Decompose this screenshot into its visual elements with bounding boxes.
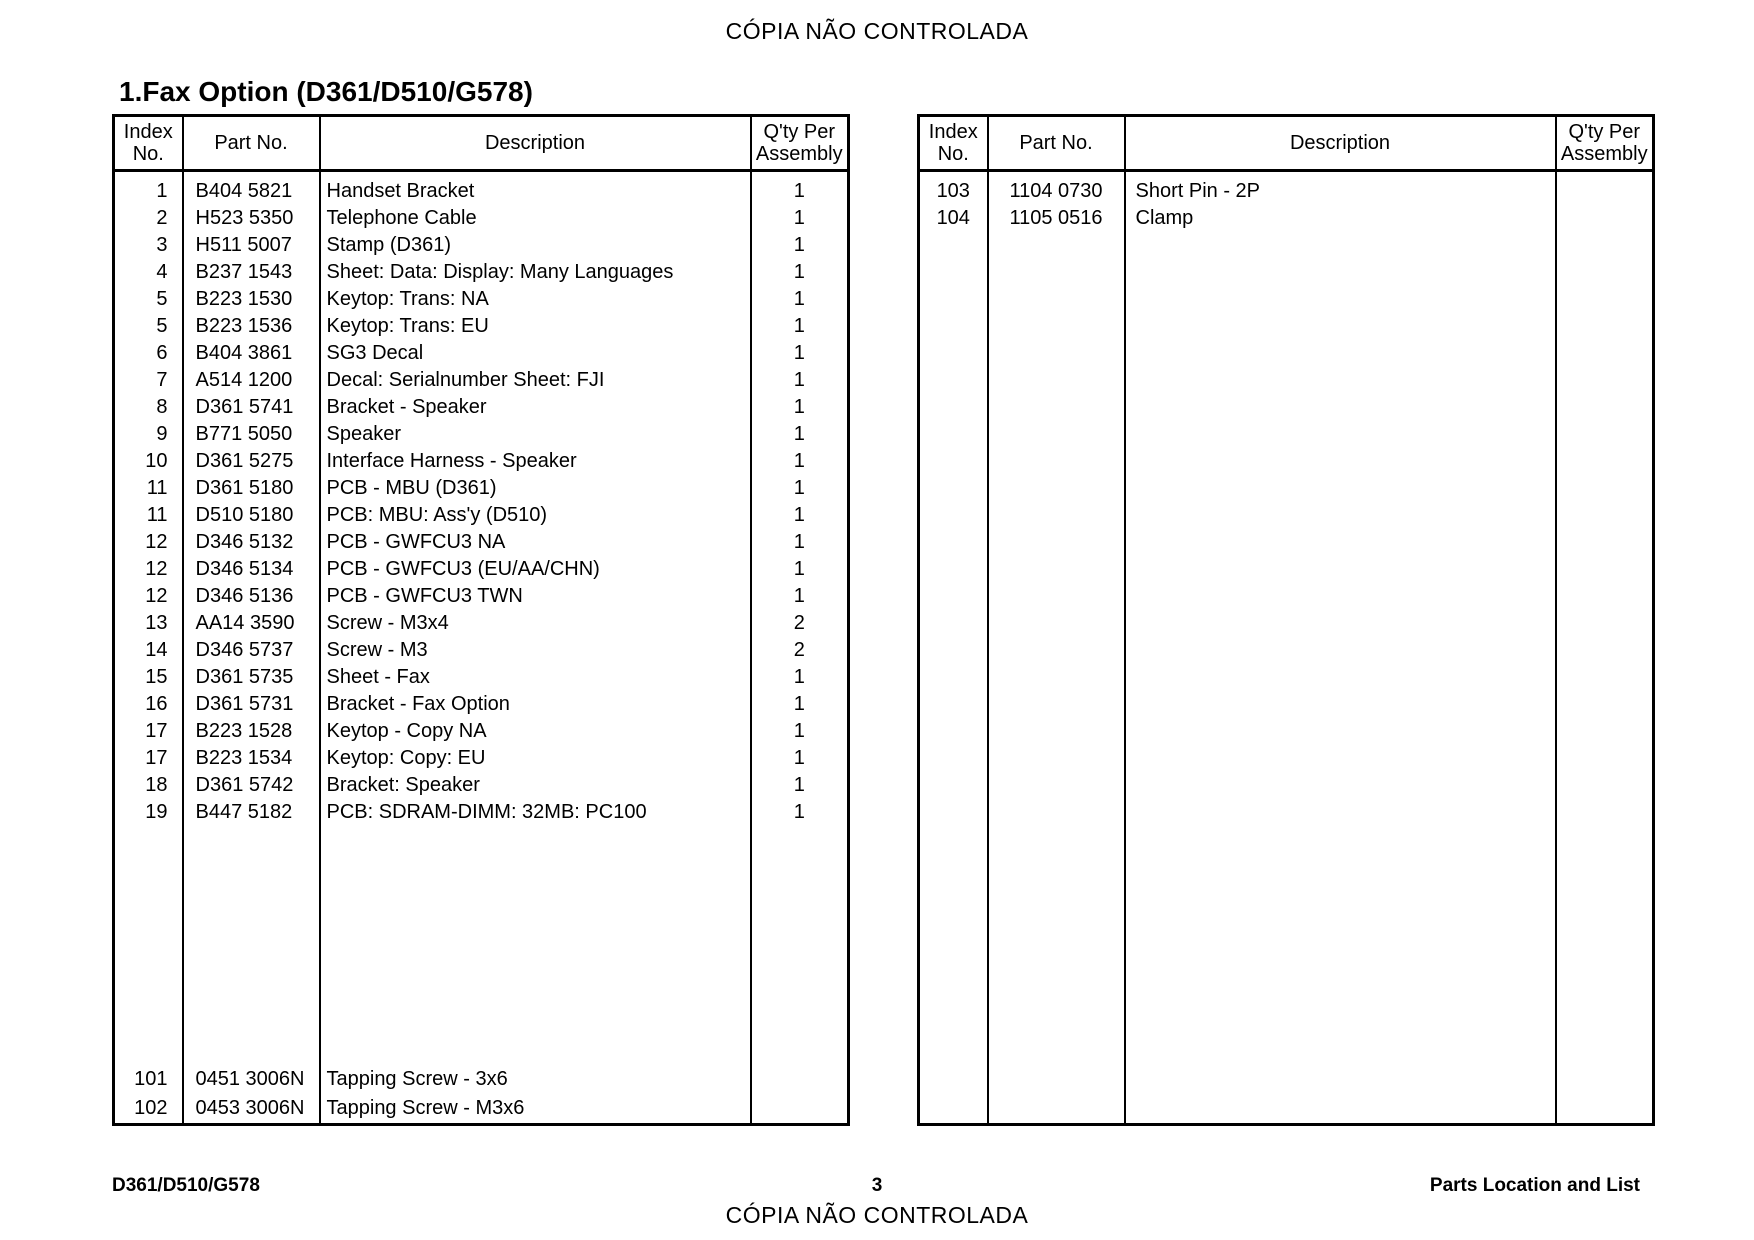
cell-description	[1125, 583, 1556, 610]
table-row	[919, 799, 1654, 826]
cell-part-no: D346 5136	[183, 583, 320, 610]
cell-part-no: B223 1534	[183, 745, 320, 772]
cell-index	[919, 799, 988, 826]
cell-index	[919, 718, 988, 745]
header-index	[919, 116, 988, 171]
cell-index: 12	[145, 531, 168, 553]
table-header-row	[919, 116, 1654, 171]
cell-index	[919, 421, 988, 448]
parts-table-left	[112, 114, 850, 1126]
empty-cell	[1556, 826, 1654, 1066]
table-row	[114, 637, 849, 664]
cell-index	[919, 1093, 988, 1125]
cell-index	[919, 475, 988, 502]
cell-description	[1125, 313, 1556, 340]
cell-description: Keytop: Copy: EU	[320, 745, 751, 772]
cell-part-no: AA14 3590	[183, 610, 320, 637]
cell-description	[1125, 691, 1556, 718]
cell-index: 12	[145, 558, 168, 580]
cell-qty	[1556, 799, 1654, 826]
parts-table-right	[917, 114, 1655, 1126]
cell-index: 103	[936, 180, 970, 202]
cell-qty	[1556, 421, 1654, 448]
cell-qty	[1556, 340, 1654, 367]
cell-index: 16	[145, 693, 168, 715]
cell-part-no	[988, 529, 1125, 556]
cell-description: Bracket: Speaker	[320, 772, 751, 799]
table-row	[114, 313, 849, 340]
table-row	[919, 286, 1654, 313]
cell-qty	[1556, 313, 1654, 340]
cell-description: Tapping Screw - 3x6	[320, 1066, 751, 1093]
cell-index	[919, 232, 988, 259]
table-row	[114, 205, 849, 232]
cell-qty	[1556, 286, 1654, 313]
table-row	[919, 232, 1654, 259]
cell-part-no: B404 5821	[183, 171, 320, 206]
table-row	[919, 340, 1654, 367]
table-row	[114, 232, 849, 259]
cell-index: 5	[156, 288, 168, 310]
cell-part-no	[988, 799, 1125, 826]
table-row	[114, 394, 849, 421]
cell-description: Sheet: Data: Display: Many Languages	[320, 259, 751, 286]
cell-index: 8	[156, 396, 168, 418]
cell-part-no: D510 5180	[183, 502, 320, 529]
cell-description: Sheet - Fax	[320, 664, 751, 691]
cell-part-no	[988, 313, 1125, 340]
table-row	[919, 556, 1654, 583]
table-row	[114, 718, 849, 745]
cell-qty: 1	[751, 171, 849, 206]
cell-index: 7	[156, 369, 168, 391]
cell-qty	[1556, 171, 1654, 206]
cell-description: PCB - GWFCU3 NA	[320, 529, 751, 556]
header-part: Part No.	[183, 116, 320, 171]
cell-part-no: D361 5742	[183, 772, 320, 799]
cell-part-no: D361 5735	[183, 664, 320, 691]
table-row	[114, 340, 849, 367]
table-row	[919, 313, 1654, 340]
cell-description: PCB - GWFCU3 TWN	[320, 583, 751, 610]
header-index	[114, 116, 183, 171]
table-row	[114, 475, 849, 502]
table-row	[919, 610, 1654, 637]
cell-description: Screw - M3	[320, 637, 751, 664]
empty-cell	[183, 826, 320, 1066]
cell-qty	[1556, 529, 1654, 556]
footer-section: Parts Location and List	[1429, 1175, 1640, 1196]
cell-part-no	[988, 718, 1125, 745]
table-row	[919, 718, 1654, 745]
empty-cell	[919, 826, 988, 1066]
table-row	[114, 664, 849, 691]
cell-part-no: D361 5275	[183, 448, 320, 475]
cell-description	[1125, 772, 1556, 799]
cell-index: 19	[145, 801, 168, 823]
cell-qty	[1556, 448, 1654, 475]
watermark-bottom: CÓPIA NÃO CONTROLADA	[725, 1202, 1029, 1228]
cell-index: 102	[134, 1096, 168, 1119]
cell-index	[919, 313, 988, 340]
table-row	[114, 367, 849, 394]
cell-part-no: D361 5741	[183, 394, 320, 421]
cell-qty: 1	[751, 232, 849, 259]
cell-qty: 1	[751, 529, 849, 556]
empty-cell	[988, 826, 1125, 1066]
cell-index	[919, 691, 988, 718]
cell-index: 2	[156, 207, 168, 229]
cell-description	[1125, 421, 1556, 448]
table-row	[114, 772, 849, 799]
cell-part-no: B223 1536	[183, 313, 320, 340]
cell-index: 15	[145, 666, 168, 688]
table-row	[114, 286, 849, 313]
cell-qty	[1556, 1066, 1654, 1093]
cell-qty	[1556, 745, 1654, 772]
cell-qty: 1	[751, 205, 849, 232]
cell-index: 13	[145, 612, 168, 634]
cell-part-no: D346 5737	[183, 637, 320, 664]
cell-part-no: D346 5132	[183, 529, 320, 556]
table-row	[919, 394, 1654, 421]
cell-index: 17	[145, 720, 168, 742]
cell-part-no: B237 1543	[183, 259, 320, 286]
cell-index	[919, 286, 988, 313]
cell-description: PCB - MBU (D361)	[320, 475, 751, 502]
cell-description	[1125, 718, 1556, 745]
cell-qty	[1556, 475, 1654, 502]
table-row	[114, 691, 849, 718]
header-qty	[751, 116, 849, 171]
cell-part-no	[988, 691, 1125, 718]
cell-part-no: B223 1528	[183, 718, 320, 745]
cell-index: 10	[145, 450, 168, 472]
cell-index	[919, 394, 988, 421]
cell-index: 11	[146, 504, 168, 526]
cell-description: Keytop: Trans: NA	[320, 286, 751, 313]
cell-part-no: H511 5007	[183, 232, 320, 259]
cell-part-no: B223 1530	[183, 286, 320, 313]
cell-qty	[1556, 502, 1654, 529]
cell-description: PCB: SDRAM-DIMM: 32MB: PC100	[320, 799, 751, 826]
header-index-line1: Index	[123, 121, 173, 143]
cell-index	[919, 340, 988, 367]
cell-qty	[1556, 772, 1654, 799]
cell-part-no	[988, 421, 1125, 448]
cell-description	[1125, 556, 1556, 583]
cell-part-no	[988, 772, 1125, 799]
cell-description	[1125, 394, 1556, 421]
cell-qty	[1556, 1093, 1654, 1125]
cell-qty	[1556, 556, 1654, 583]
header-qty-line1: Q'ty Per	[763, 121, 836, 143]
cell-description	[1125, 475, 1556, 502]
cell-qty: 1	[751, 556, 849, 583]
cell-qty: 1	[751, 502, 849, 529]
table-row	[114, 745, 849, 772]
table-row	[114, 502, 849, 529]
table-row	[114, 610, 849, 637]
cell-description: Telephone Cable	[320, 205, 751, 232]
cell-description: Interface Harness - Speaker	[320, 448, 751, 475]
cell-index: 9	[156, 423, 168, 445]
cell-qty: 2	[751, 610, 849, 637]
header-index-line2: No.	[132, 143, 164, 165]
cell-index	[919, 583, 988, 610]
cell-part-no	[988, 610, 1125, 637]
table-row	[114, 448, 849, 475]
header-index-line1: Index	[928, 121, 978, 143]
table-row	[114, 1093, 849, 1125]
cell-qty: 1	[751, 286, 849, 313]
table-row	[919, 637, 1654, 664]
cell-qty: 1	[751, 340, 849, 367]
table-row	[919, 205, 1654, 232]
cell-description	[1125, 745, 1556, 772]
table-row	[919, 1093, 1654, 1125]
cell-qty: 1	[751, 313, 849, 340]
empty-cell	[320, 826, 751, 1066]
section-title: 1.Fax Option (D361/D510/G578)	[119, 76, 533, 107]
table-row	[919, 448, 1654, 475]
table-row	[919, 745, 1654, 772]
cell-index	[919, 529, 988, 556]
table-row	[114, 556, 849, 583]
header-description: Description	[1125, 116, 1556, 171]
cell-description	[1125, 637, 1556, 664]
table-row	[114, 1066, 849, 1093]
cell-part-no	[988, 745, 1125, 772]
cell-part-no: A514 1200	[183, 367, 320, 394]
footer-page-number: 3	[871, 1175, 883, 1196]
table-row	[114, 583, 849, 610]
cell-index	[919, 1066, 988, 1093]
cell-part-no	[988, 664, 1125, 691]
table-row	[919, 259, 1654, 286]
table-spacer-row	[919, 826, 1654, 1066]
table-row	[919, 421, 1654, 448]
cell-description	[1125, 610, 1556, 637]
cell-index: 12	[145, 585, 168, 607]
cell-qty: 1	[751, 394, 849, 421]
empty-cell	[751, 826, 849, 1066]
cell-description: Speaker	[320, 421, 751, 448]
cell-qty: 1	[751, 448, 849, 475]
table-row	[919, 529, 1654, 556]
cell-index	[919, 745, 988, 772]
cell-description	[1125, 1093, 1556, 1125]
cell-qty: 1	[751, 583, 849, 610]
cell-qty	[1556, 394, 1654, 421]
cell-qty: 1	[751, 367, 849, 394]
cell-description: Bracket - Speaker	[320, 394, 751, 421]
table-spacer-row	[114, 826, 849, 1066]
cell-description: Stamp (D361)	[320, 232, 751, 259]
header-part: Part No.	[988, 116, 1125, 171]
table-row	[919, 171, 1654, 206]
cell-description	[1125, 286, 1556, 313]
cell-index: 101	[134, 1068, 168, 1090]
cell-qty	[1556, 718, 1654, 745]
cell-description	[1125, 340, 1556, 367]
cell-part-no	[988, 367, 1125, 394]
cell-part-no	[988, 583, 1125, 610]
cell-index	[919, 556, 988, 583]
cell-part-no	[988, 556, 1125, 583]
cell-part-no: 1105 0516	[988, 205, 1125, 232]
table-row	[114, 529, 849, 556]
cell-part-no	[988, 448, 1125, 475]
cell-description	[1125, 367, 1556, 394]
cell-description: Screw - M3x4	[320, 610, 751, 637]
cell-part-no: D346 5134	[183, 556, 320, 583]
cell-description: Tapping Screw - M3x6	[320, 1093, 751, 1125]
header-index-line2: No.	[937, 143, 969, 165]
cell-part-no: 0453 3006N	[183, 1093, 320, 1125]
table-header-row	[114, 116, 849, 171]
cell-description: Bracket - Fax Option	[320, 691, 751, 718]
table-row	[919, 691, 1654, 718]
cell-index	[919, 502, 988, 529]
cell-qty: 1	[751, 718, 849, 745]
cell-description: Handset Bracket	[320, 171, 751, 206]
cell-qty: 1	[751, 664, 849, 691]
cell-description: PCB - GWFCU3 (EU/AA/CHN)	[320, 556, 751, 583]
cell-part-no	[988, 1093, 1125, 1125]
cell-index	[919, 610, 988, 637]
cell-index	[919, 367, 988, 394]
cell-part-no: D361 5731	[183, 691, 320, 718]
table-row	[919, 583, 1654, 610]
cell-qty	[1556, 205, 1654, 232]
cell-description: Short Pin - 2P	[1125, 171, 1556, 206]
table-row	[114, 799, 849, 826]
cell-part-no	[988, 502, 1125, 529]
cell-part-no: B404 3861	[183, 340, 320, 367]
cell-description: Keytop - Copy NA	[320, 718, 751, 745]
cell-qty	[1556, 232, 1654, 259]
cell-index	[919, 637, 988, 664]
cell-part-no: B447 5182	[183, 799, 320, 826]
table-row	[919, 1066, 1654, 1093]
cell-index: 6	[156, 342, 168, 364]
cell-part-no	[988, 475, 1125, 502]
cell-description	[1125, 664, 1556, 691]
header-qty-line1: Q'ty Per	[1568, 121, 1641, 143]
cell-description: SG3 Decal	[320, 340, 751, 367]
cell-part-no	[988, 232, 1125, 259]
cell-part-no	[988, 1066, 1125, 1093]
watermark-top: CÓPIA NÃO CONTROLADA	[725, 18, 1029, 44]
cell-part-no	[988, 394, 1125, 421]
cell-index: 104	[936, 207, 970, 229]
empty-cell	[114, 826, 183, 1066]
cell-description: Decal: Serialnumber Sheet: FJI	[320, 367, 751, 394]
cell-part-no: B771 5050	[183, 421, 320, 448]
cell-description	[1125, 799, 1556, 826]
cell-qty: 1	[751, 799, 849, 826]
footer-model: D361/D510/G578	[112, 1175, 260, 1196]
table-row	[919, 475, 1654, 502]
table-row	[114, 421, 849, 448]
cell-description	[1125, 232, 1556, 259]
table-row	[919, 367, 1654, 394]
cell-part-no: 1104 0730	[988, 171, 1125, 206]
cell-qty	[1556, 691, 1654, 718]
cell-qty	[1556, 664, 1654, 691]
cell-qty	[1556, 610, 1654, 637]
cell-description	[1125, 448, 1556, 475]
cell-index: 18	[145, 774, 168, 796]
cell-part-no	[988, 637, 1125, 664]
cell-description: Clamp	[1125, 205, 1556, 232]
cell-index: 11	[146, 477, 168, 499]
cell-index	[919, 772, 988, 799]
cell-qty	[1556, 259, 1654, 286]
cell-qty: 1	[751, 259, 849, 286]
empty-cell	[1125, 826, 1556, 1066]
cell-part-no	[988, 340, 1125, 367]
cell-index: 3	[156, 234, 168, 256]
cell-qty	[1556, 637, 1654, 664]
table-row	[919, 502, 1654, 529]
table-row	[919, 772, 1654, 799]
cell-index: 5	[156, 315, 168, 337]
header-description: Description	[320, 116, 751, 171]
cell-index	[919, 448, 988, 475]
cell-description: PCB: MBU: Ass'y (D510)	[320, 502, 751, 529]
cell-description: Keytop: Trans: EU	[320, 313, 751, 340]
table-row	[919, 664, 1654, 691]
cell-index: 4	[156, 261, 168, 283]
cell-description	[1125, 502, 1556, 529]
cell-part-no: H523 5350	[183, 205, 320, 232]
cell-qty	[1556, 367, 1654, 394]
cell-index: 17	[145, 747, 168, 769]
table-row	[114, 171, 849, 206]
cell-qty: 1	[751, 691, 849, 718]
header-qty-line2: Assembly	[1560, 143, 1648, 165]
header-qty	[1556, 116, 1654, 171]
cell-qty	[751, 1093, 849, 1125]
cell-qty: 1	[751, 475, 849, 502]
cell-description	[1125, 259, 1556, 286]
cell-part-no: 0451 3006N	[183, 1066, 320, 1093]
cell-description	[1125, 529, 1556, 556]
cell-qty: 2	[751, 637, 849, 664]
cell-index	[919, 259, 988, 286]
cell-description	[1125, 1066, 1556, 1093]
cell-index: 14	[145, 639, 168, 661]
table-row	[114, 259, 849, 286]
cell-qty	[751, 1066, 849, 1093]
header-qty-line2: Assembly	[755, 143, 843, 165]
cell-qty	[1556, 583, 1654, 610]
cell-qty: 1	[751, 421, 849, 448]
cell-index	[919, 664, 988, 691]
cell-qty: 1	[751, 772, 849, 799]
cell-part-no	[988, 259, 1125, 286]
cell-part-no: D361 5180	[183, 475, 320, 502]
cell-index: 1	[156, 180, 168, 202]
cell-part-no	[988, 286, 1125, 313]
cell-qty: 1	[751, 745, 849, 772]
